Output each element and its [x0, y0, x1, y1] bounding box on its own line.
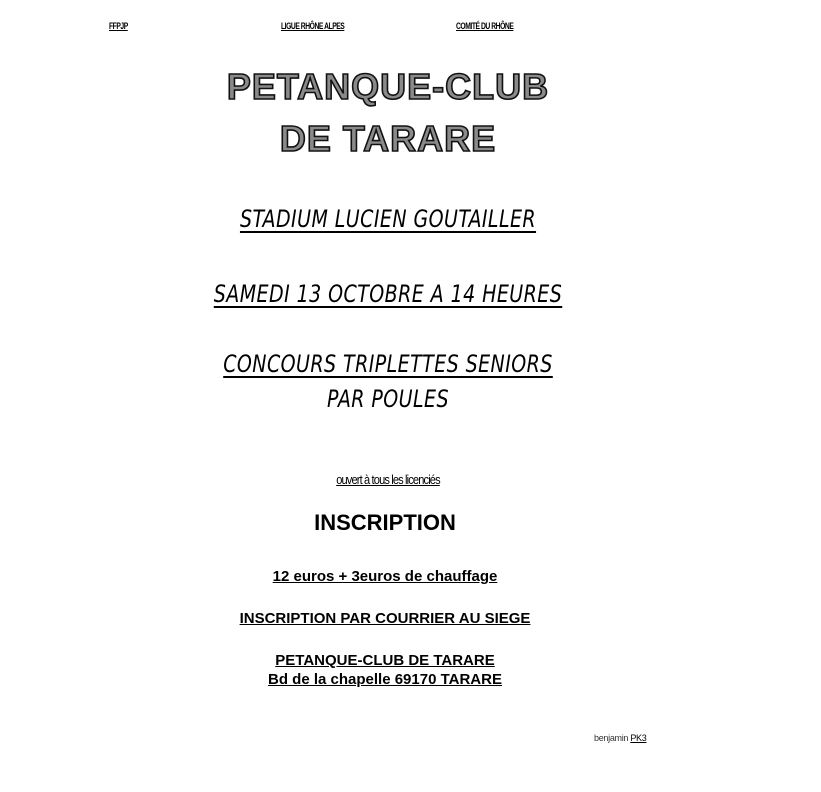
header-committee: COMITÉ DU RHÔNE — [456, 21, 514, 31]
competition-type: CONCOURS TRIPLETTES SENIORS — [223, 350, 553, 378]
footer-code: PK3 — [630, 733, 647, 743]
club-name: PETANQUE-CLUB DE TARARE — [275, 652, 495, 669]
registration-price: 12 euros + 3euros de chauffage — [272, 568, 498, 585]
header-league: LIGUE RHÔNE ALPES — [281, 21, 345, 31]
registration-method: INSCRIPTION PAR COURRIER AU SIEGE — [239, 610, 531, 627]
event-venue: STADIUM LUCIEN GOUTAILLER — [239, 205, 537, 233]
footer-author: benjamin — [594, 733, 629, 743]
club-title-line1: PETANQUE-CLUB — [226, 66, 550, 107]
footer-signature — [594, 733, 646, 743]
registration-heading: INSCRIPTION — [314, 510, 456, 535]
eligibility-note: ouvert à tous les licenciés — [336, 472, 440, 487]
club-address: Bd de la chapelle 69170 TARARE — [268, 671, 502, 688]
header-federation: FFPJP — [109, 21, 128, 31]
event-date: SAMEDI 13 OCTOBRE A 14 HEURES — [213, 280, 563, 308]
competition-format: PAR POULES — [326, 385, 449, 413]
club-title-line2: DE TARARE — [279, 118, 497, 159]
